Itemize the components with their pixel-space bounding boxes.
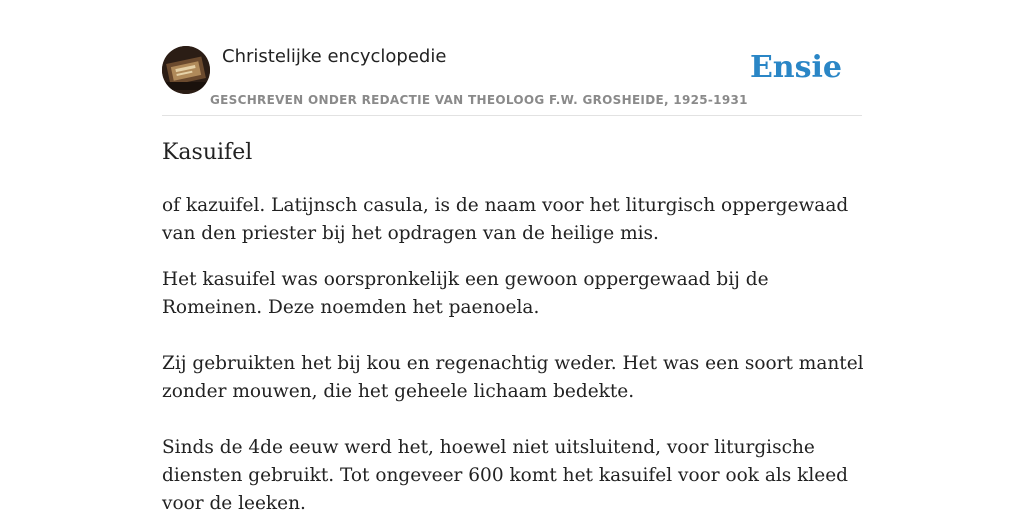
header-divider [162, 115, 862, 116]
brand-logo[interactable]: Ensie [749, 50, 842, 85]
site-subtitle: GESCHREVEN ONDER REDACTIE VAN THEOLOOG F.W. GROSHEIDE, 1925-1931 [210, 93, 748, 107]
article-body [162, 192, 867, 518]
article-paragraph: Zij gebruikten het bij kou en regenachtig weder. Het was een soort mantel zonder mouwen, die het geheele lichaam bedekte. [162, 353, 864, 402]
article-paragraph: of kazuifel. Latijnsch casula, is de naam voor het liturgisch oppergewaad van den priester bij het opdragen van de heilige mis. [162, 195, 849, 244]
entry-title: Kasuifel [162, 140, 253, 165]
book-image-icon [162, 46, 210, 94]
site-header [162, 46, 862, 116]
article-paragraph: Sinds de 4de eeuw werd het, hoewel niet uitsluitend, voor liturgische diensten gebruikt. Tot ongeveer 600 komt het kasuifel voor ook als kleed voor de leeken. [162, 437, 849, 514]
article-paragraph: Het kasuifel was oorspronkelijk een gewoon oppergewaad bij de Romeinen. Deze noemden het paenoela. [162, 269, 769, 318]
encyclopedia-avatar[interactable] [162, 46, 210, 94]
site-title[interactable]: Christelijke encyclopedie [222, 46, 447, 67]
